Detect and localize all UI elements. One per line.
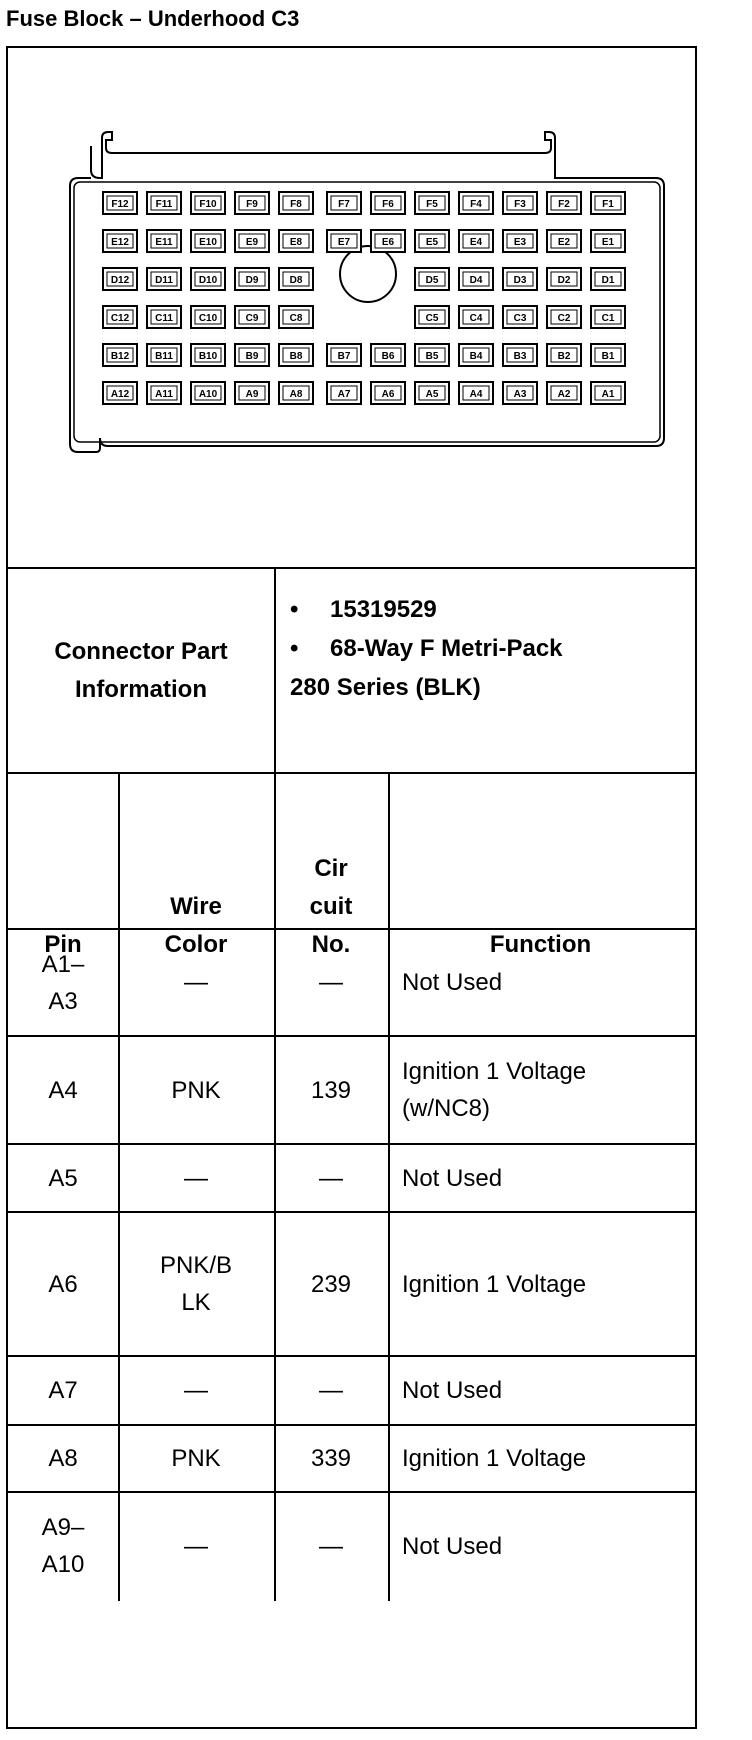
part-series: 280 Series (BLK) (290, 674, 481, 701)
function-cell (388, 1037, 693, 1143)
part-description: 68-Way F Metri-Pack (330, 635, 563, 662)
cell-text: — (184, 969, 208, 996)
cell-text: PNK (171, 1445, 221, 1472)
pin-label: A8 (289, 389, 303, 400)
cell-text: — (319, 969, 343, 996)
pin-label: D2 (557, 275, 571, 286)
connector-table (6, 46, 697, 1729)
pin-label: C5 (425, 313, 439, 324)
part-info-label-line: Connector Part (54, 637, 228, 665)
circuit-cell (274, 1037, 388, 1143)
pin-label: E12 (111, 237, 129, 248)
pin-label: E1 (601, 237, 615, 248)
cell-text: — (184, 1377, 208, 1404)
pin-label: B10 (198, 351, 218, 362)
cell-text: PNK (171, 1076, 221, 1104)
cell-text: A1– (41, 950, 85, 978)
cell-text: LK (181, 1289, 211, 1316)
cell-text: — (319, 1532, 343, 1560)
pin-label: D10 (198, 275, 218, 286)
pin-label: C4 (469, 313, 483, 324)
cell-text: (w/NC8) (402, 1095, 490, 1122)
pin-label: B12 (110, 351, 130, 362)
pin-label: A5 (425, 389, 439, 400)
divider (274, 569, 276, 774)
pin-label: E9 (245, 237, 259, 248)
part-desc-line (290, 629, 563, 668)
pin-label: E6 (381, 237, 395, 248)
pin-label: C9 (245, 313, 259, 324)
pin-cell (8, 1037, 118, 1143)
pin-label: B9 (245, 351, 259, 362)
pin-label: C12 (110, 313, 130, 324)
pin-label: B6 (381, 351, 395, 362)
bullet: • (290, 635, 299, 662)
pin-label: D11 (155, 275, 173, 286)
circuit-cell (274, 1426, 388, 1491)
function-cell (388, 1493, 693, 1599)
pin-label: A10 (198, 389, 218, 400)
column-header-line: Color (164, 931, 228, 958)
pin-label: F5 (426, 199, 438, 210)
column-header-line: Wire (170, 893, 222, 920)
pin-label: D3 (513, 275, 527, 286)
pin-label: A9 (245, 389, 259, 400)
cell-text: A9– (41, 1514, 85, 1541)
pin-label: E11 (155, 237, 173, 248)
pin-label: D1 (601, 275, 615, 286)
function-cell (388, 930, 693, 1035)
pin-label: F12 (111, 199, 129, 210)
pin-cell (8, 930, 118, 1035)
page-title: Fuse Block – Underhood C3 (6, 6, 300, 31)
pin-label: C2 (557, 313, 571, 324)
wire-color-cell (118, 1145, 274, 1211)
pin-label: F4 (470, 199, 482, 210)
pin-label: F1 (602, 199, 614, 210)
pin-label: B5 (425, 351, 439, 362)
pin-label: E8 (289, 237, 303, 248)
cell-text: Ignition 1 Voltage (402, 1270, 587, 1298)
pin-label: D5 (425, 275, 439, 286)
circuit-cell (274, 930, 388, 1035)
column-header-pin: Pin (44, 931, 82, 958)
pin-label: B2 (557, 351, 571, 362)
cell-text: Not Used (402, 1377, 503, 1404)
cell-text: A5 (48, 1164, 78, 1192)
wire-color-cell (118, 1357, 274, 1424)
pin-label: A1 (601, 389, 615, 400)
pin-label: A3 (513, 389, 527, 400)
pin-label: E7 (337, 237, 351, 248)
pin-label: B4 (469, 351, 483, 362)
pin-cell (8, 1357, 118, 1424)
cell-text: A8 (48, 1445, 78, 1472)
pin-label: E10 (199, 237, 217, 248)
function-cell (388, 1213, 693, 1355)
pin-label: A12 (110, 389, 130, 400)
pin-label: F10 (199, 199, 217, 210)
pin-label: A6 (381, 389, 395, 400)
circuit-cell (274, 1357, 388, 1424)
cell-text: Not Used (402, 1532, 503, 1560)
column-header-line: cuit (309, 893, 353, 920)
cell-text: Not Used (402, 1164, 503, 1192)
pin-label: B1 (601, 351, 615, 362)
wire-color-cell (118, 1493, 274, 1599)
divider (8, 772, 695, 774)
connector-part-info-label (8, 569, 274, 772)
pin-cell (8, 1493, 118, 1599)
circuit-cell (274, 1213, 388, 1355)
pin-label: C11 (155, 313, 173, 324)
wire-color-cell (118, 1213, 274, 1355)
pin-label: E5 (425, 237, 439, 248)
pin-label: F9 (246, 199, 258, 210)
part-number: 15319529 (330, 596, 437, 623)
pin-label: D9 (245, 275, 259, 286)
cell-text: — (184, 1532, 208, 1560)
pin-label: C1 (601, 313, 615, 324)
connector-part-details (290, 590, 563, 707)
cell-text: PNK/B (159, 1252, 233, 1279)
circuit-cell (274, 1145, 388, 1211)
pin-cell (8, 1145, 118, 1211)
pin-label: E3 (513, 237, 527, 248)
function-cell (388, 1357, 693, 1424)
cell-text: — (319, 1377, 343, 1404)
pin-label: F2 (558, 199, 570, 210)
pin-label: F11 (155, 199, 173, 210)
pin-label: B3 (513, 351, 527, 362)
pin-label: C10 (198, 313, 218, 324)
part-info-label-line: Information (74, 675, 207, 703)
function-cell (388, 1145, 693, 1211)
pin-label: F7 (338, 199, 350, 210)
cell-text: Ignition 1 Voltage (402, 1058, 587, 1085)
pin-label: A11 (155, 389, 173, 400)
connector-face-diagram (8, 48, 695, 568)
pin-label: F8 (290, 199, 302, 210)
cell-text: 139 (310, 1076, 352, 1104)
pin-label: A7 (337, 389, 351, 400)
cell-text: A7 (48, 1377, 78, 1404)
pin-label: F6 (382, 199, 394, 210)
part-number-line (290, 590, 563, 629)
cell-text: 339 (310, 1445, 352, 1472)
column-header-line: Cir (314, 855, 348, 882)
function-cell (388, 1426, 693, 1491)
cell-text: Not Used (402, 969, 503, 996)
cell-text: A4 (48, 1076, 78, 1104)
pin-label: D4 (469, 275, 483, 286)
pin-label: F3 (514, 199, 526, 210)
pin-label: D8 (289, 275, 303, 286)
pin-label: A4 (469, 389, 483, 400)
pin-label: D12 (110, 275, 130, 286)
pin-label: E2 (557, 237, 571, 248)
pin-label: B7 (337, 351, 351, 362)
pin-label: C3 (513, 313, 527, 324)
pin-label: C8 (289, 313, 303, 324)
cell-text: 239 (310, 1270, 352, 1298)
pin-label: B11 (155, 351, 173, 362)
pin-cell (8, 1213, 118, 1355)
circuit-cell (274, 1493, 388, 1599)
cell-text: A3 (48, 987, 78, 1015)
connector-center-hole (340, 246, 396, 302)
cell-text: A10 (41, 1551, 85, 1578)
column-header-function: Function (489, 931, 592, 958)
wire-color-cell (118, 1037, 274, 1143)
wire-color-cell (118, 1426, 274, 1491)
cell-text: — (319, 1164, 343, 1192)
bullet: • (290, 596, 299, 623)
cell-text: A6 (48, 1270, 78, 1298)
pin-label: A2 (557, 389, 571, 400)
cell-text: Ignition 1 Voltage (402, 1445, 587, 1472)
pin-cell (8, 1426, 118, 1491)
cell-text: — (184, 1164, 208, 1192)
column-header-line: No. (311, 931, 351, 958)
pin-label: E4 (469, 237, 483, 248)
wire-color-cell (118, 930, 274, 1035)
pin-label: B8 (289, 351, 303, 362)
